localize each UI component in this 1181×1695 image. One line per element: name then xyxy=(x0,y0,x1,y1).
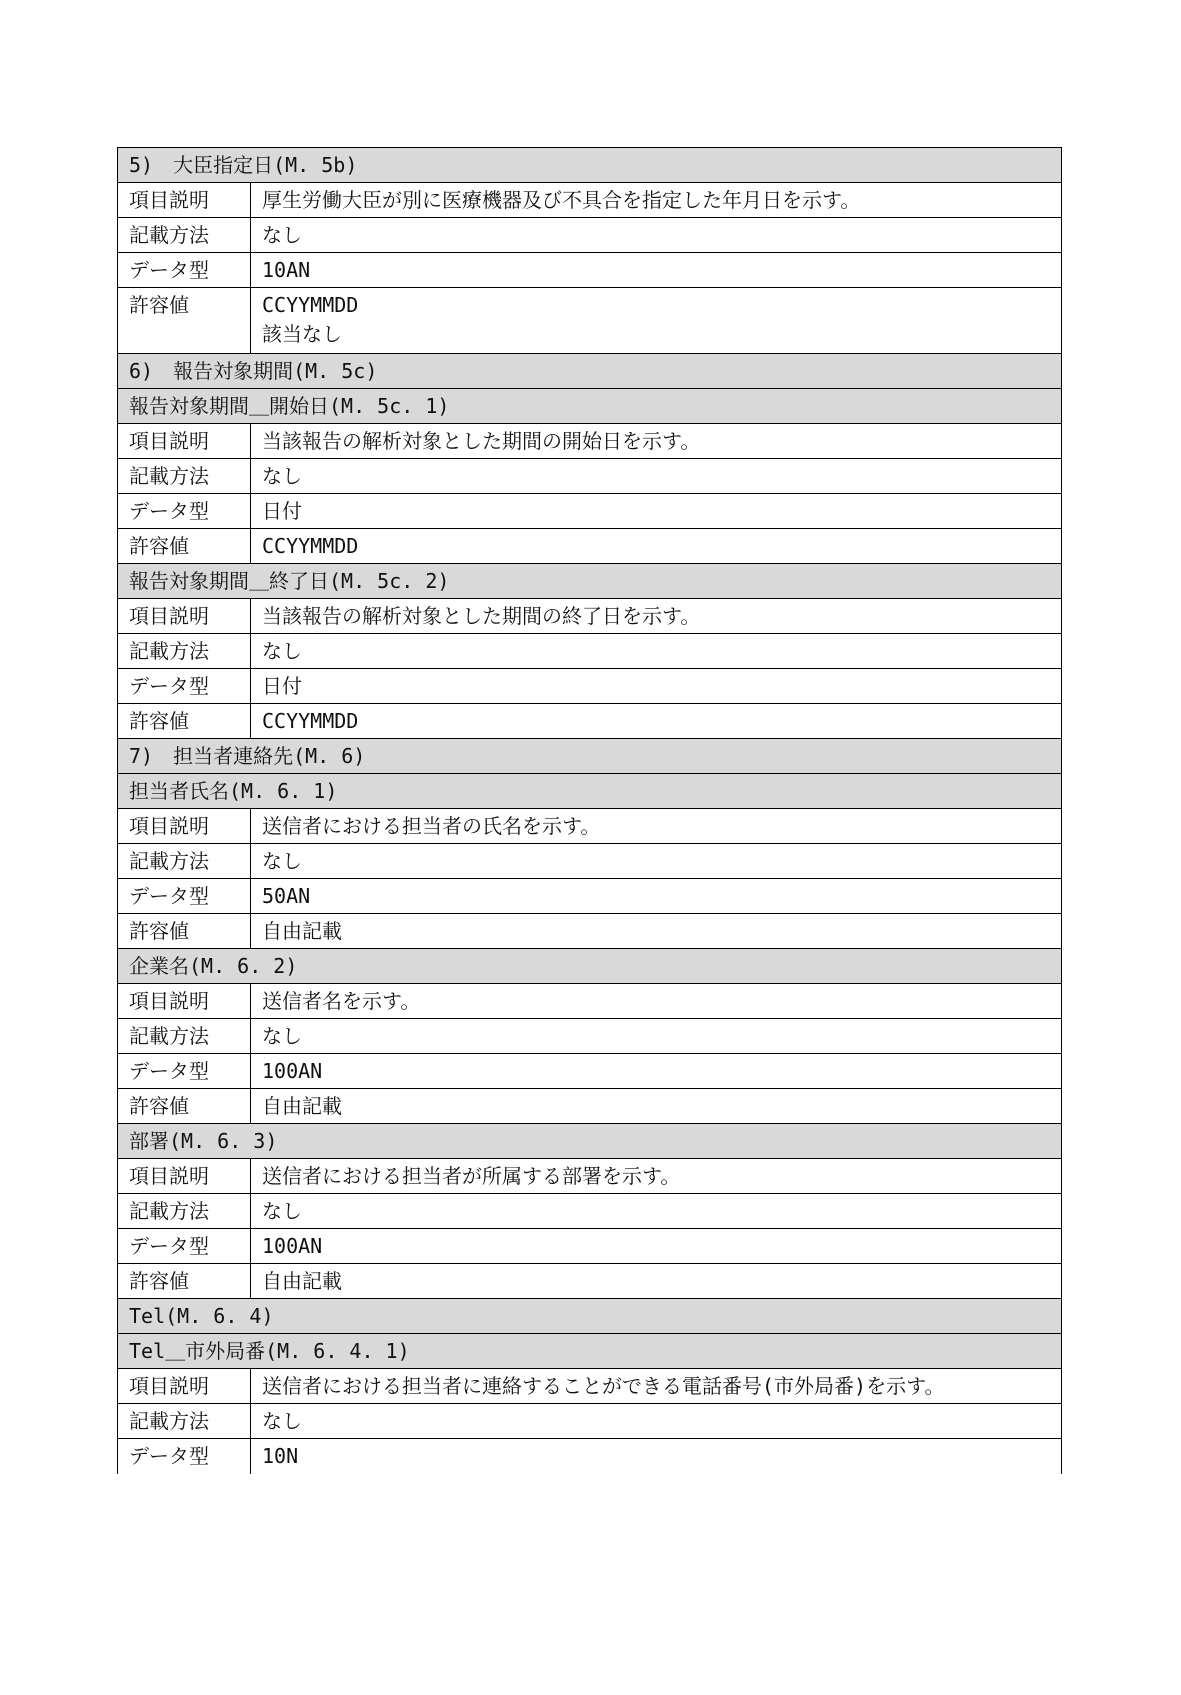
field-label: 項目説明 xyxy=(118,809,251,844)
spec-table-body xyxy=(118,148,1062,1474)
field-label: データ型 xyxy=(118,494,251,529)
field-value: なし xyxy=(251,459,1062,494)
field-label: 項目説明 xyxy=(118,1159,251,1194)
section-header-row xyxy=(118,1124,1062,1159)
field-value: 送信者名を示す。 xyxy=(251,984,1062,1019)
field-value: 当該報告の解析対象とした期間の開始日を示す。 xyxy=(251,424,1062,459)
section-title: 担当者氏名(M. 6. 1) xyxy=(118,774,1062,809)
field-label: 項目説明 xyxy=(118,424,251,459)
field-value: なし xyxy=(251,1194,1062,1229)
field-row xyxy=(118,1264,1062,1299)
field-label: データ型 xyxy=(118,253,251,288)
field-label: 許容値 xyxy=(118,1264,251,1299)
field-row xyxy=(118,1054,1062,1089)
field-label: データ型 xyxy=(118,1054,251,1089)
field-value: 厚生労働大臣が別に医療機器及び不具合を指定した年月日を示す。 xyxy=(251,183,1062,218)
field-value: 送信者における担当者に連絡することができる電話番号(市外局番)を示す。 xyxy=(251,1369,1062,1404)
field-label: 許容値 xyxy=(118,914,251,949)
field-label: 記載方法 xyxy=(118,218,251,253)
section-title: 部署(M. 6. 3) xyxy=(118,1124,1062,1159)
field-value-line: CCYYMMDD xyxy=(262,293,359,317)
field-value: 送信者における担当者の氏名を示す。 xyxy=(251,809,1062,844)
field-label: 記載方法 xyxy=(118,459,251,494)
field-value: なし xyxy=(251,1019,1062,1054)
field-row xyxy=(118,984,1062,1019)
field-row xyxy=(118,879,1062,914)
document-page xyxy=(117,147,1061,1474)
field-value-line: 該当なし xyxy=(262,322,342,346)
section-title: 企業名(M. 6. 2) xyxy=(118,949,1062,984)
field-row xyxy=(118,494,1062,529)
field-label: 記載方法 xyxy=(118,844,251,879)
field-label: 許容値 xyxy=(118,529,251,564)
field-row xyxy=(118,704,1062,739)
field-value: なし xyxy=(251,1404,1062,1439)
spec-table xyxy=(117,147,1062,1474)
section-title: 7) 担当者連絡先(M. 6) xyxy=(118,739,1062,774)
field-row xyxy=(118,599,1062,634)
section-title: 6) 報告対象期間(M. 5c) xyxy=(118,354,1062,389)
field-value: 送信者における担当者が所属する部署を示す。 xyxy=(251,1159,1062,1194)
field-row xyxy=(118,809,1062,844)
field-row xyxy=(118,529,1062,564)
section-header-row xyxy=(118,949,1062,984)
field-row xyxy=(118,424,1062,459)
section-header-row xyxy=(118,774,1062,809)
field-label: 項目説明 xyxy=(118,183,251,218)
section-header-row xyxy=(118,148,1062,183)
section-header-row xyxy=(118,354,1062,389)
field-value: 自由記載 xyxy=(251,1089,1062,1124)
section-title: 報告対象期間＿終了日(M. 5c. 2) xyxy=(118,564,1062,599)
field-label: 項目説明 xyxy=(118,984,251,1019)
section-header-row xyxy=(118,1299,1062,1334)
field-row xyxy=(118,1019,1062,1054)
field-label: データ型 xyxy=(118,669,251,704)
field-label: 記載方法 xyxy=(118,1194,251,1229)
field-value: 日付 xyxy=(251,669,1062,704)
field-value: 当該報告の解析対象とした期間の終了日を示す。 xyxy=(251,599,1062,634)
field-row xyxy=(118,1439,1062,1474)
section-header-row xyxy=(118,564,1062,599)
field-label: 記載方法 xyxy=(118,634,251,669)
field-value: 自由記載 xyxy=(251,1264,1062,1299)
field-value: なし xyxy=(251,634,1062,669)
field-label: 許容値 xyxy=(118,704,251,739)
field-value: CCYYMMDD xyxy=(251,704,1062,739)
field-value: 50AN xyxy=(251,879,1062,914)
section-header-row xyxy=(118,1334,1062,1369)
field-row xyxy=(118,288,1062,354)
field-row xyxy=(118,183,1062,218)
field-value: 100AN xyxy=(251,1054,1062,1089)
field-label: 項目説明 xyxy=(118,599,251,634)
field-row xyxy=(118,1369,1062,1404)
field-value: 100AN xyxy=(251,1229,1062,1264)
field-label: データ型 xyxy=(118,1229,251,1264)
field-row xyxy=(118,1194,1062,1229)
field-row xyxy=(118,1089,1062,1124)
section-header-row xyxy=(118,389,1062,424)
field-label: データ型 xyxy=(118,879,251,914)
field-value: なし xyxy=(251,844,1062,879)
section-title: Tel＿市外局番(M. 6. 4. 1) xyxy=(118,1334,1062,1369)
field-row xyxy=(118,1159,1062,1194)
field-value: なし xyxy=(251,218,1062,253)
field-label: 記載方法 xyxy=(118,1404,251,1439)
field-value xyxy=(251,288,1062,354)
field-row xyxy=(118,218,1062,253)
field-row xyxy=(118,253,1062,288)
field-value: CCYYMMDD xyxy=(251,529,1062,564)
field-row xyxy=(118,844,1062,879)
field-row xyxy=(118,914,1062,949)
field-label: 許容値 xyxy=(118,288,251,354)
field-row xyxy=(118,634,1062,669)
field-row xyxy=(118,459,1062,494)
field-label: データ型 xyxy=(118,1439,251,1474)
field-label: 記載方法 xyxy=(118,1019,251,1054)
field-row xyxy=(118,669,1062,704)
section-title: 5) 大臣指定日(M. 5b) xyxy=(118,148,1062,183)
field-value: 10N xyxy=(251,1439,1062,1474)
field-label: 許容値 xyxy=(118,1089,251,1124)
field-value: 自由記載 xyxy=(251,914,1062,949)
field-row xyxy=(118,1229,1062,1264)
field-row xyxy=(118,1404,1062,1439)
field-value: 日付 xyxy=(251,494,1062,529)
section-title: 報告対象期間＿開始日(M. 5c. 1) xyxy=(118,389,1062,424)
field-label: 項目説明 xyxy=(118,1369,251,1404)
section-title: Tel(M. 6. 4) xyxy=(118,1299,1062,1334)
field-value: 10AN xyxy=(251,253,1062,288)
section-header-row xyxy=(118,739,1062,774)
